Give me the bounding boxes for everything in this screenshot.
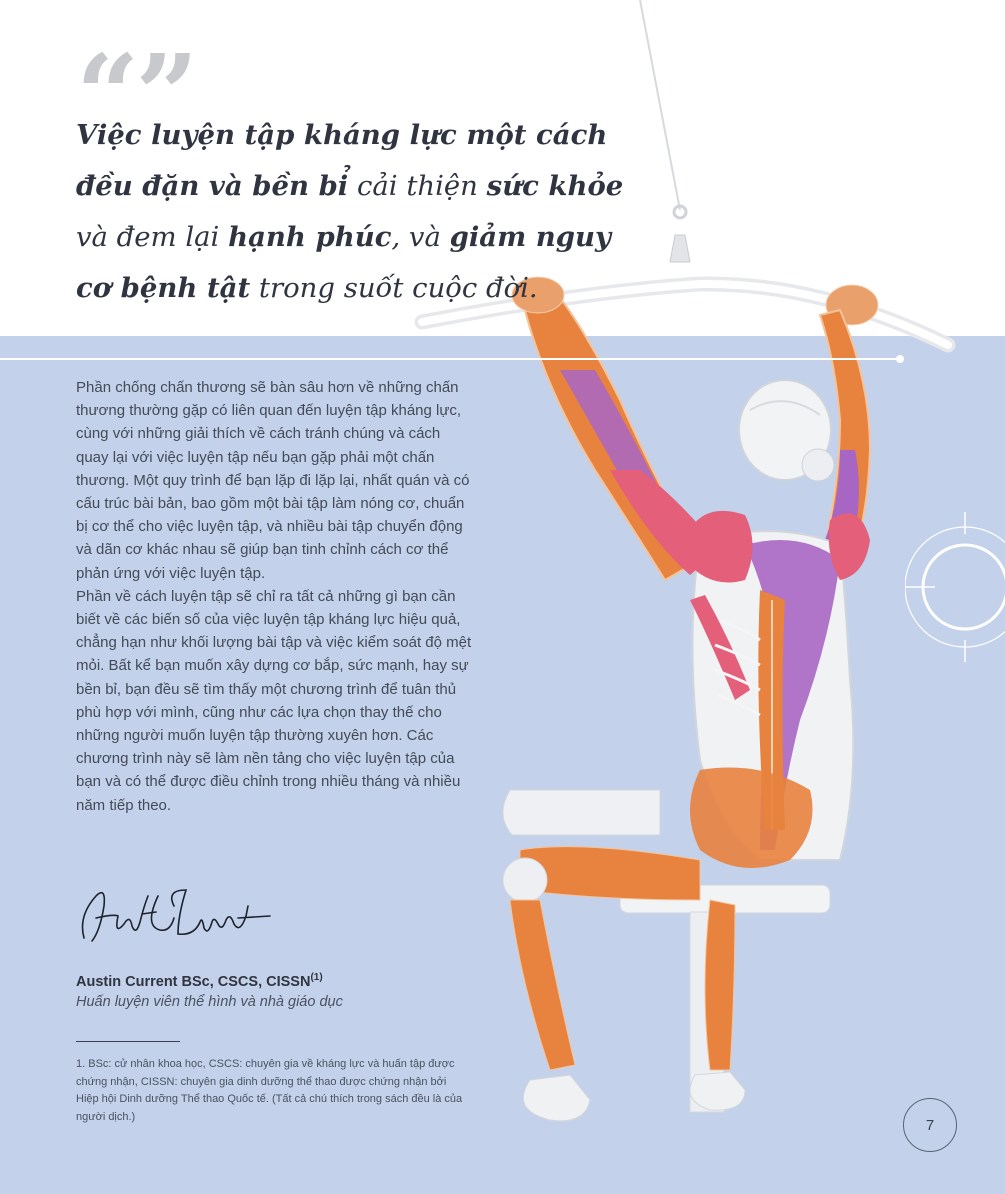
quote-part: cải thiện	[348, 170, 487, 202]
footnote-divider	[76, 1041, 180, 1042]
footnote: 1. BSc: cử nhân khoa học, CSCS: chuyên gia về kháng lực và huấn tập được chứng nhận, CISSN: chuyên gia dinh dưỡng thể thao được chứng nhận bởi Hiệp hội Dinh dưỡng Thể thao Quốc tế. (Tất cả chú thích trong sách đều là của người dịch.)	[76, 1058, 463, 1123]
footnote-mark: (1)	[310, 972, 323, 983]
pull-quote	[76, 110, 636, 314]
quote-part: sức khỏe	[486, 170, 624, 202]
quote-part: , và	[391, 221, 450, 253]
body-paragraph: Phần về cách luyện tập sẽ chỉ ra tất cả những gì bạn cần biết về các biến số của việc luyện tập kháng lực hiệu quả, chẳng hạn như khối lượng bài tập và việc kiểm soát độ mệt mỏi. Bất kể bạn muốn xây dựng cơ bắp, sức mạnh, hay sự bền bỉ, bạn đều sẽ tìm thấy một chương trình để tuân thủ phù hợp với mình, cũng như các lựa chọn thay thế cho những người muốn luyện tập thường xuyên hơn. Các chương trình này sẽ làm nền tảng cho việc luyện tập của bạn và có thể được điều chỉnh trong nhiều tháng và nhiều năm tiếp theo.	[76, 587, 472, 814]
divider-dot	[896, 355, 904, 363]
quote-part: Việc luyện tập kháng lực một cách đều đặn và bền bỉ	[76, 119, 608, 202]
author-role: Huấn luyện viên thể hình và nhà giáo dục	[76, 994, 343, 1010]
quote-part: giảm nguy cơ bệnh tật	[76, 221, 611, 304]
signature-icon	[74, 876, 274, 961]
quote-marks-icon: “”	[76, 30, 195, 159]
author-name	[76, 972, 323, 990]
page-number: 7	[903, 1098, 957, 1152]
quote-part: và đem lại	[76, 221, 229, 253]
body-text	[76, 376, 476, 817]
divider-line	[0, 358, 900, 360]
quote-part: trong suốt cuộc đời.	[250, 272, 538, 304]
quote-part: hạnh phúc	[228, 221, 392, 253]
target-icon	[905, 512, 1005, 667]
body-paragraph: Phần chống chấn thương sẽ bàn sâu hơn về những chấn thương thường gặp có liên quan đến luyện tập kháng lực, cùng với những giải thích về cách tránh chúng và cách quay lại với việc luyện tập nếu bạn gặp phải một chấn thương. Một quy trình để bạn lặp đi lặp lại, nhất quán và có cấu trúc bài bản, bao gồm một bài tập làm nóng cơ, chuẩn bị cơ thể cho việc luyện tập, và nhiều bài tập chuyển động và dãn cơ khác nhau sẽ giúp bạn tinh chỉnh cách cơ thể phản ứng với việc luyện tập.	[76, 379, 470, 582]
author-name-text: Austin Current BSc, CSCS, CISSN	[76, 973, 311, 990]
